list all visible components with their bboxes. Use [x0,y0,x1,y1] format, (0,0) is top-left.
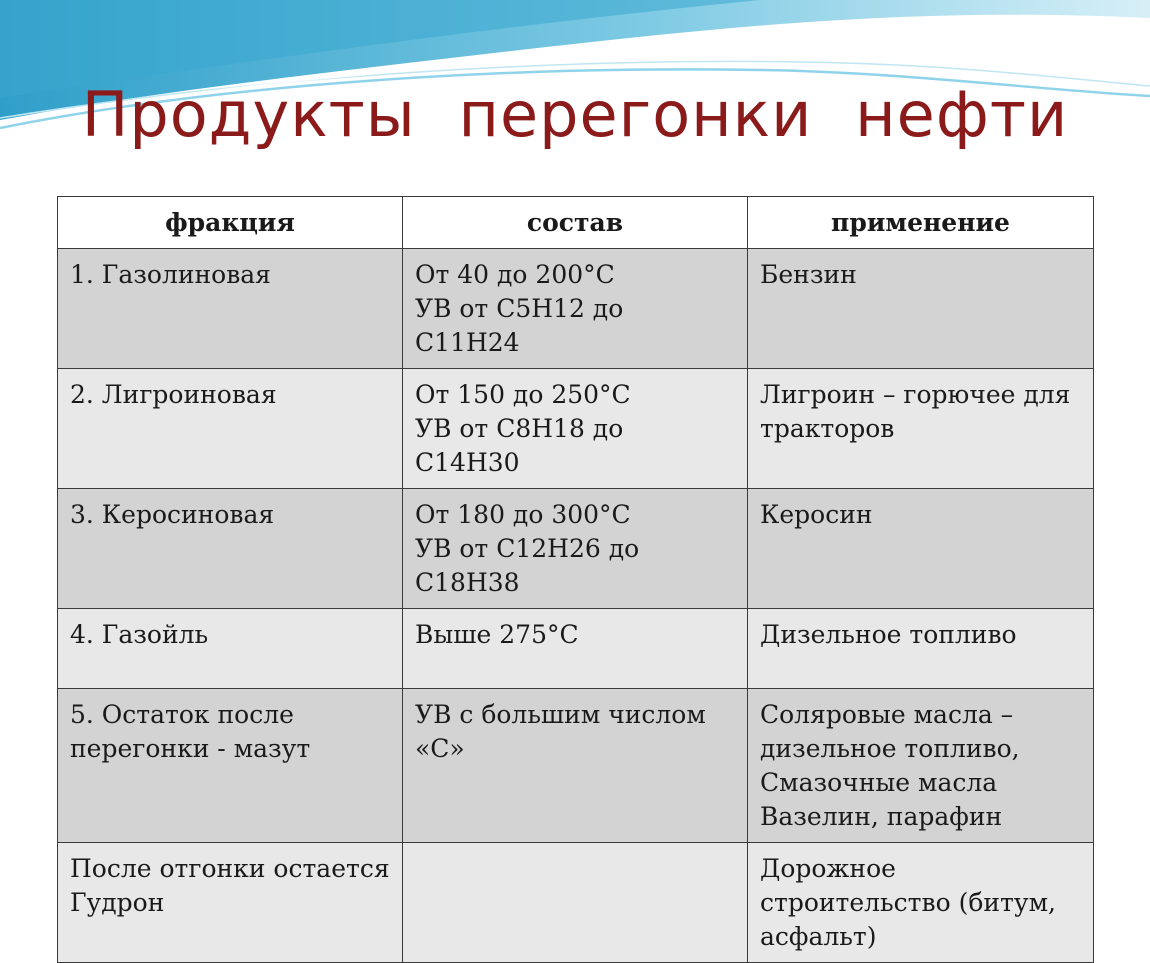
header-composition: состав [403,197,748,249]
composition-cell: От 40 до 200°С УВ от С5Н12 до С11Н24 [403,249,748,369]
composition-cell: От 150 до 250°С УВ от С8Н18 до С14Н30 [403,369,748,489]
fraction-cell: 5. Остаток после перегонки - мазут [58,689,403,843]
table-row [58,609,1094,689]
table-row [58,843,1094,963]
application-cell: Дизельное топливо [748,609,1094,689]
composition-cell: Выше 275°С [403,609,748,689]
fraction-cell: 1. Газолиновая [58,249,403,369]
table-row [58,369,1094,489]
header-application: применение [748,197,1094,249]
fraction-cell: 3. Керосиновая [58,489,403,609]
fraction-cell: 4. Газойль [58,609,403,689]
composition-cell: УВ с большим числом «С» [403,689,748,843]
fraction-cell: После отгонки остается Гудрон [58,843,403,963]
application-cell: Керосин [748,489,1094,609]
fraction-cell: 2. Лигроиновая [58,369,403,489]
table-row [58,249,1094,369]
composition-cell [403,843,748,963]
application-cell: Соляровые масла – дизельное топливо, Смазочные масла Вазелин, парафин [748,689,1094,843]
page-title: Продукты перегонки нефти [81,78,1069,151]
header-fraction: фракция [58,197,403,249]
composition-cell: От 180 до 300°С УВ от С12Н26 до С18Н38 [403,489,748,609]
fractions-table [57,196,1094,963]
application-cell: Дорожное строительство (битум, асфальт) [748,843,1094,963]
application-cell: Бензин [748,249,1094,369]
application-cell: Лигроин – горючее для тракторов [748,369,1094,489]
header-row [58,197,1094,249]
table-row [58,689,1094,843]
table-row [58,489,1094,609]
